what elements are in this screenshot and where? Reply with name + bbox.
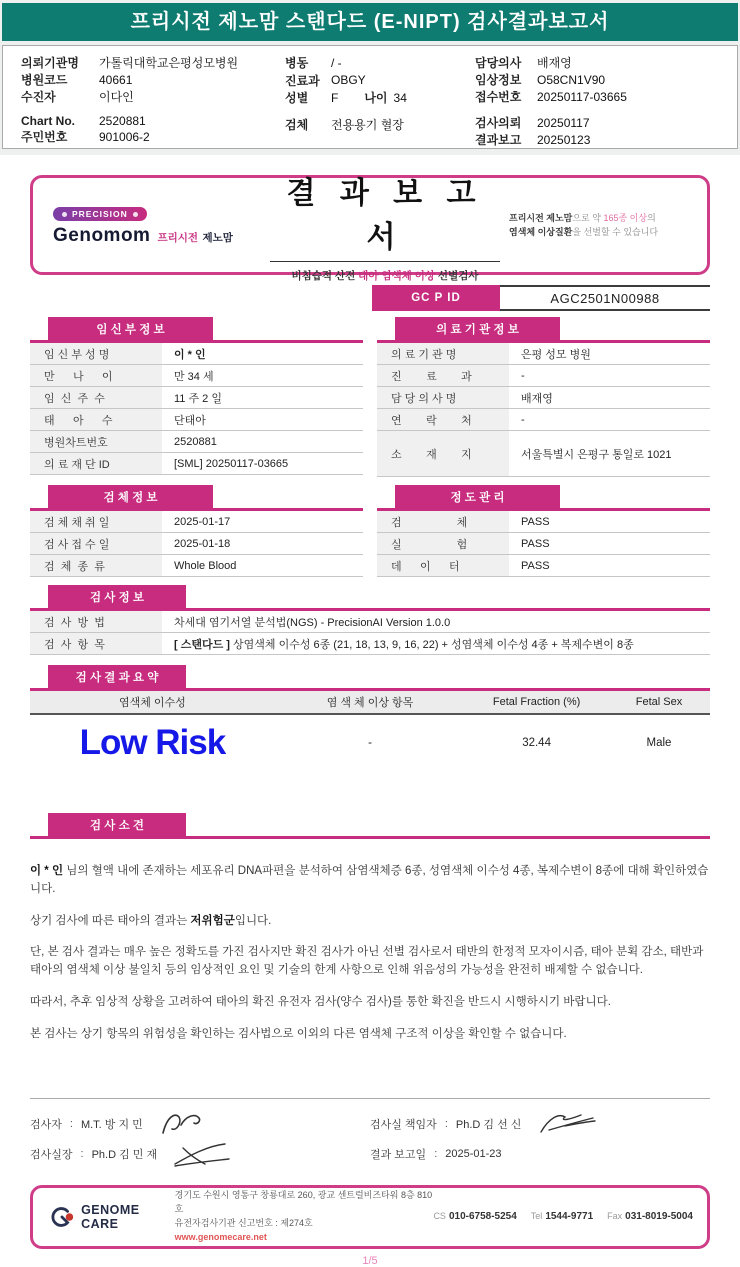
table-row — [30, 555, 363, 577]
findings-section — [30, 813, 710, 1044]
info-row — [285, 89, 475, 107]
field-value: OBGY — [331, 73, 366, 88]
gc-pid-label: GC P ID — [372, 285, 500, 311]
row-value: [ 스탠다드 ] 상염색체 이수성 6종 (21, 18, 13, 9, 16, 22) + 성염색체 이수성 4종 + 복제수변이 8종 — [174, 638, 634, 651]
row-label: 태 아 수 — [30, 409, 162, 430]
field-value: 20250123 — [537, 132, 591, 147]
row-label: 담 당 의 사 명 — [377, 387, 509, 408]
qc-section — [377, 485, 710, 577]
info-row — [285, 54, 475, 72]
sig-name: Ph.D 김 선 신 — [455, 1118, 522, 1131]
hospital-info-table — [377, 343, 710, 477]
sig-label: 결과 보고일 — [370, 1148, 427, 1161]
table-row — [377, 431, 710, 477]
brand-name: Genomom — [53, 224, 151, 246]
row-value: 이 * 인 — [174, 348, 206, 361]
section-header — [30, 665, 710, 691]
row-label: 검 사 항 목 — [30, 633, 162, 654]
table-row — [377, 533, 710, 555]
row-label: 실 험 — [377, 533, 509, 554]
row-value: - — [521, 369, 525, 382]
result-cell — [30, 715, 275, 771]
result-summary-section — [30, 665, 710, 771]
finding-paragraph: 따라서, 추후 임상적 상황을 고려하여 태아의 확진 유전자 검사(양수 검사)를 통한 확진을 반드시 시행하시기 바랍니다. — [30, 996, 611, 1009]
row-label: 의 료 기 관 명 — [377, 343, 509, 364]
info-row — [285, 116, 475, 134]
info-row — [285, 72, 475, 90]
section-title: 검 사 소 견 — [48, 813, 186, 836]
section-header — [377, 317, 710, 343]
director-signature — [535, 1110, 601, 1138]
row-value: 단태아 — [174, 414, 206, 427]
info-row — [475, 54, 725, 71]
signature-col-right — [370, 1109, 710, 1169]
summary-data-row — [30, 715, 710, 771]
section-title: 의 료 기 관 정 보 — [395, 317, 560, 340]
finding-paragraph: 이 * 인 님의 혈액 내에 존재하는 세포유리 DNA파편을 분석하여 삼염색체증 6종, 성염색체 이수성 4종, 복제수변이 8종에 대해 확인하였습니다. — [30, 865, 709, 895]
field-value: 901006-2 — [99, 129, 150, 144]
column-header: 염색체 이수성 — [118, 697, 186, 709]
brand-name-korean: 프리시전 제노맘 — [157, 231, 233, 244]
row-label: 검 체 종 류 — [30, 555, 162, 576]
badge-label: PRECISION — [72, 209, 128, 219]
signature-col-left — [30, 1109, 370, 1169]
patient-info-col2 — [285, 54, 475, 140]
table-row — [30, 387, 363, 409]
table-row — [377, 365, 710, 387]
report-date: 2025-01-23 — [445, 1147, 502, 1160]
row-value: PASS — [521, 559, 550, 572]
column-header: Fetal Fraction (%) — [492, 696, 581, 708]
table-row — [377, 555, 710, 577]
info-row — [475, 88, 725, 105]
signature-row: 결과 보고일 : 2025-01-23 — [370, 1147, 502, 1161]
row-label: 의 료 재 단 ID — [30, 453, 162, 474]
section-title: 검 사 정 보 — [48, 585, 186, 608]
test-info-table — [30, 611, 710, 655]
table-row — [377, 343, 710, 365]
table-row — [30, 533, 363, 555]
section-title: 검 사 결 과 요 약 — [48, 665, 186, 688]
section-title: 임 신 부 정 보 — [48, 317, 213, 340]
row-value: 서울특별시 은평구 통일로 1021 — [521, 448, 672, 461]
row-label: 병원차트번호 — [30, 431, 162, 452]
title-divider — [270, 261, 500, 262]
field-value: 40661 — [99, 72, 133, 87]
section-header — [30, 585, 710, 611]
field-label: 접수번호 — [475, 90, 522, 104]
precision-badge — [53, 207, 147, 221]
badge-dot-icon — [133, 212, 138, 217]
finding-paragraph: 상기 검사에 따른 태아의 결과는 저위험군입니다. — [30, 914, 272, 927]
patient-info-box — [2, 45, 738, 149]
fetal-fraction-cell: 32.44 — [522, 737, 551, 749]
field-label: 주민번호 — [21, 130, 68, 144]
row-label: 진 료 과 — [377, 365, 509, 386]
field-label: 수진자 — [21, 90, 56, 104]
section-header — [30, 485, 363, 511]
field-label: 진료과 — [285, 73, 320, 88]
address-line1: 경기도 수원시 영통구 창룡대로 260, 광교 센트럴비즈타워 8층 810호 — [174, 1189, 433, 1214]
patient-info-col1 — [21, 54, 285, 144]
info-row — [21, 128, 285, 145]
row-value: Whole Blood — [174, 559, 237, 572]
row-label: 만 나 이 — [30, 365, 162, 386]
contact-numbers — [433, 1211, 693, 1222]
field-label: 임상정보 — [475, 73, 522, 87]
field-label: 병원코드 — [21, 73, 68, 87]
table-row — [377, 511, 710, 533]
pregnant-info-section — [30, 317, 363, 477]
sig-name: M.T. 방 지 민 — [80, 1118, 143, 1131]
summary-header-row — [30, 691, 710, 715]
tel-number: Tel 1544-9771 — [530, 1211, 594, 1223]
specimen-table — [30, 511, 363, 577]
field-label: 의뢰기관명 — [21, 56, 79, 70]
table-row — [377, 387, 710, 409]
row-value: 2520881 — [174, 435, 217, 448]
patient-info-col3 — [475, 54, 725, 147]
report-subtitle: 비침습적 산전 태아 염색체 이상 선별검사 — [291, 269, 479, 282]
labhead-signature — [171, 1140, 235, 1168]
row-label: 검 사 방 법 — [30, 611, 162, 632]
company-name: GENOME CARE — [81, 1202, 140, 1231]
signature-row: 검사실 책임자 : Ph.D 김 선 신 — [370, 1109, 710, 1139]
table-row — [30, 453, 363, 475]
company-address — [175, 1189, 434, 1245]
signature-row: 검사자 : M.T. 방 지 민 — [30, 1109, 370, 1139]
hospital-info-section — [377, 317, 710, 477]
sig-name: Ph.D 김 민 재 — [91, 1148, 158, 1161]
field-label: 성별 — [285, 91, 309, 106]
report-document — [0, 175, 740, 1267]
row-label: 검 체 채 취 일 — [30, 511, 162, 532]
field-value: 34 — [393, 90, 407, 105]
gc-pid-row — [372, 285, 710, 311]
row-value: PASS — [521, 537, 550, 550]
row-value: - — [521, 413, 525, 426]
address-line2: 유전자검사기관 신고번호 : 제274호 — [174, 1217, 313, 1228]
tester-signature — [157, 1109, 217, 1139]
genomom-logo — [53, 204, 261, 247]
field-value: 전용용기 혈장 — [331, 117, 404, 132]
test-info-section — [30, 585, 710, 655]
field-value: 이다인 — [99, 90, 134, 104]
row-value: 은평 성모 병원 — [521, 348, 591, 361]
table-row — [30, 611, 710, 633]
row-value: 차세대 염기서열 분석법(NGS) - PrecisionAI Version 1.0.0 — [174, 616, 451, 629]
report-title-block — [261, 168, 509, 283]
field-label: 병동 — [285, 56, 309, 71]
section-header — [30, 813, 710, 839]
cs-number: CS 010-6758-5254 — [433, 1211, 517, 1223]
section-header — [30, 317, 363, 343]
table-row — [30, 343, 363, 365]
row-value: [SML] 20250117-03665 — [174, 457, 289, 470]
signature-block — [30, 1109, 710, 1169]
row-label: 검 사 접 수 일 — [30, 533, 162, 554]
field-value: O58CN1V90 — [537, 72, 606, 87]
sig-label: 검사실 책임자 — [370, 1118, 437, 1131]
fetal-sex-cell: Male — [646, 737, 672, 749]
row-value: 2025-01-18 — [174, 537, 231, 550]
row-label: 연 락 처 — [377, 409, 509, 430]
info-row — [475, 131, 725, 148]
info-row — [21, 71, 285, 88]
field-value: 배재영 — [537, 56, 572, 70]
info-row — [21, 114, 285, 128]
row-label: 임 신 부 성 명 — [30, 343, 162, 364]
finding-paragraph: 단, 본 검사 결과는 매우 높은 정확도를 가진 검사지만 확진 검사가 아닌 선별 검사로서 태반의 한정적 모자이시즘, 태아 분획 감소, 태반과 태아의 염색체 이상 불일치 등의 임상적인 요인 및 기술의 한계 사항으로 인해 위음성의 가능성을 완전히 배제할 수 없습니다. — [30, 946, 704, 977]
fax-number: Fax 031-8019-5004 — [607, 1211, 693, 1223]
qc-table — [377, 511, 710, 577]
column-header: 염 색 체 이상 항목 — [326, 697, 414, 709]
row-value: 2025-01-17 — [174, 515, 231, 528]
sig-label: 검사실장 — [30, 1148, 73, 1161]
row-value: 배재영 — [521, 392, 553, 405]
row-value: 11 주 2 일 — [174, 392, 222, 405]
signature-divider — [30, 1098, 710, 1099]
genome-care-logo — [47, 1203, 175, 1231]
report-title: 결 과 보 고 서 — [286, 176, 484, 254]
gc-pid-value: AGC2501N00988 — [500, 285, 710, 311]
field-value: 가톨릭대학교은평성모병원 — [99, 56, 239, 70]
abnormal-item-cell: - — [368, 737, 372, 749]
table-row — [30, 431, 363, 453]
row-label: 임 신 주 수 — [30, 387, 162, 408]
sig-label: 검사자 — [30, 1118, 62, 1131]
website-link[interactable]: www.genomecare.net — [174, 1231, 267, 1242]
finding-paragraph: 본 검사는 상기 항목의 위험성을 확인하는 검사법으로 이외의 다른 염색체 구조적 이상을 확인할 수 없습니다. — [30, 1027, 567, 1040]
row-value: 만 34 세 — [174, 370, 214, 383]
table-row — [377, 409, 710, 431]
info-row — [21, 88, 285, 105]
report-header-box — [30, 175, 710, 282]
service-tagline: 프리시전 제노맘으로 약 165종 이상의 염색체 이상질환을 선별할 수 있습니다 — [509, 212, 659, 237]
field-label: 나이 — [364, 91, 388, 106]
brand-line — [53, 225, 261, 247]
info-row — [21, 54, 285, 71]
table-row — [30, 633, 710, 655]
field-label: Chart No. — [21, 114, 75, 128]
risk-result: Low Risk — [79, 723, 226, 762]
row-label: 소 재 지 — [377, 431, 509, 476]
table-row — [30, 365, 363, 387]
info-row — [475, 114, 725, 131]
field-value: F — [331, 90, 339, 105]
column-header: Fetal Sex — [635, 696, 683, 708]
field-value: 20250117-03665 — [537, 89, 627, 104]
row-value: PASS — [521, 515, 550, 528]
specimen-info-section — [30, 485, 363, 577]
row-label: 데 이 터 — [377, 555, 509, 576]
table-row — [30, 409, 363, 431]
table-row — [30, 511, 363, 533]
field-label: 검체 — [285, 117, 309, 132]
field-value: 20250117 — [537, 115, 590, 130]
section-title: 검 체 정 보 — [48, 485, 213, 508]
badge-dot-icon — [62, 212, 67, 217]
page-indicator: 1/5 — [362, 1254, 378, 1267]
signature-row: 검사실장 : Ph.D 김 민 재 — [30, 1139, 370, 1169]
info-row — [475, 71, 725, 88]
row-label: 검 체 — [377, 511, 509, 532]
field-label: 결과보고 — [475, 133, 522, 147]
hospital-strip — [0, 0, 740, 155]
field-label: 담당의사 — [475, 56, 522, 70]
company-footer — [30, 1185, 710, 1249]
pregnant-info-table — [30, 343, 363, 475]
report-title-bar: 프리시전 제노맘 스탠다드 (E-NIPT) 검사결과보고서 — [2, 3, 738, 41]
field-value: 2520881 — [99, 114, 146, 128]
field-label: 검사의뢰 — [475, 116, 522, 130]
section-header — [377, 485, 710, 511]
field-value: / - — [331, 55, 342, 70]
section-title: 정 도 관 리 — [395, 485, 560, 508]
